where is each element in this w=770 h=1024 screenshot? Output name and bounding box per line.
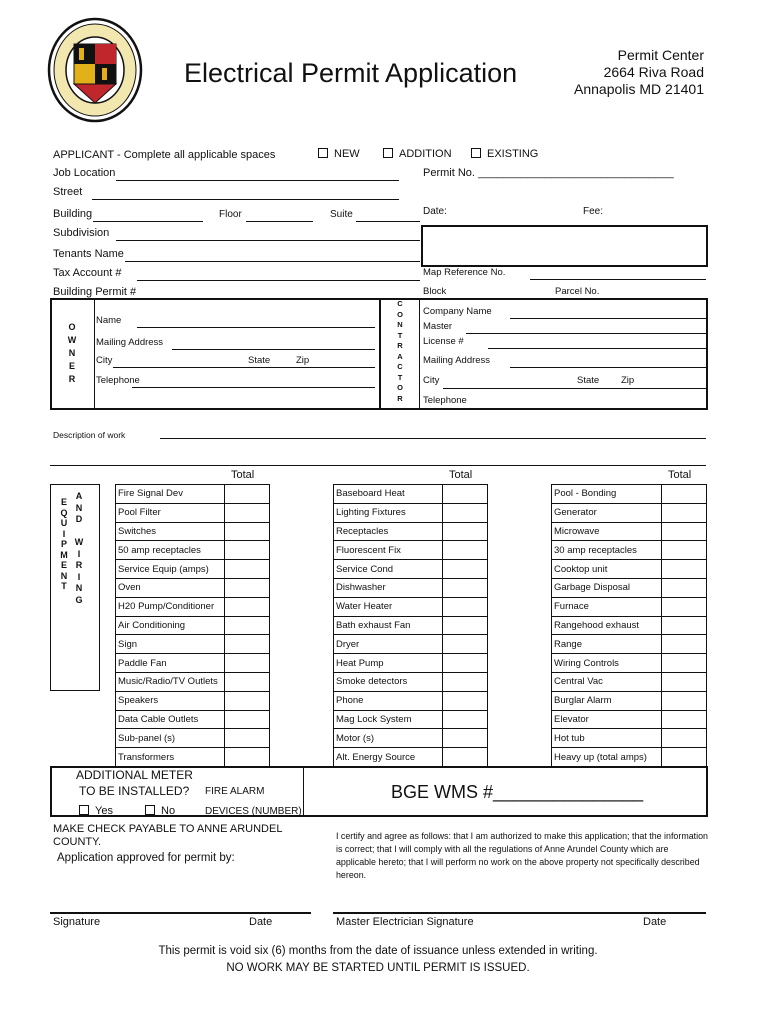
equipment-total-cell[interactable] <box>225 485 270 504</box>
contractor-vertical-label: C O N T R A C T O R <box>397 299 403 403</box>
equipment-total-cell[interactable] <box>443 541 488 560</box>
equipment-item-label: Service Cond <box>334 560 443 579</box>
subdivision-field[interactable] <box>116 240 420 241</box>
equipment-total-cell[interactable] <box>662 616 707 635</box>
equipment-row <box>552 522 707 541</box>
equipment-total-cell[interactable] <box>225 729 270 748</box>
equipment-row <box>334 748 488 767</box>
equipment-row <box>334 522 488 541</box>
equipment-row <box>552 578 707 597</box>
contractor-master-label: Master <box>423 321 453 332</box>
equipment-row <box>552 485 707 504</box>
equipment-total-cell[interactable] <box>443 485 488 504</box>
equipment-row <box>116 691 270 710</box>
type-new-checkbox[interactable]: NEW <box>318 148 360 160</box>
total-header-3: Total <box>668 469 692 481</box>
equipment-row <box>116 522 270 541</box>
applicant-instructions: APPLICANT - Complete all applicable spaces <box>53 149 276 161</box>
equipment-row <box>334 635 488 654</box>
equipment-row <box>116 503 270 522</box>
equipment-total-cell[interactable] <box>662 503 707 522</box>
equipment-item-label: Air Conditioning <box>116 616 225 635</box>
equipment-total-cell[interactable] <box>225 710 270 729</box>
application-approved-label: Application approved for permit by: <box>57 852 235 864</box>
equipment-item-label: Microwave <box>552 522 662 541</box>
equipment-item-label: Sign <box>116 635 225 654</box>
type-addition-checkbox[interactable]: ADDITION <box>383 148 452 160</box>
equipment-item-label: Service Equip (amps) <box>116 560 225 579</box>
equipment-item-label: Oven <box>116 578 225 597</box>
owner-vertical-label: O W N E R <box>67 322 77 384</box>
equipment-total-cell[interactable] <box>662 691 707 710</box>
equipment-total-cell[interactable] <box>225 503 270 522</box>
equipment-row <box>116 560 270 579</box>
bge-wms-field[interactable]: BGE WMS #_______________ <box>391 782 644 802</box>
equipment-total-cell[interactable] <box>225 541 270 560</box>
tax-account-field[interactable] <box>137 280 420 281</box>
equipment-row <box>116 616 270 635</box>
equipment-total-cell[interactable] <box>443 597 488 616</box>
equipment-column-3 <box>551 484 707 767</box>
master-signature-line[interactable] <box>333 912 706 914</box>
equipment-row <box>334 691 488 710</box>
date-label: Date: <box>423 206 447 217</box>
approval-signature-line[interactable] <box>50 912 311 914</box>
equipment-row <box>334 616 488 635</box>
equipment-item-label: Speakers <box>116 691 225 710</box>
equipment-row <box>116 635 270 654</box>
equipment-total-cell[interactable] <box>662 541 707 560</box>
owner-name-field[interactable] <box>137 327 375 328</box>
signature-date-label: Date <box>249 916 273 928</box>
contractor-license-label: License # <box>423 336 464 347</box>
equipment-row <box>334 710 488 729</box>
equipment-item-label: Rangehood exhaust <box>552 616 662 635</box>
equipment-item-label: H20 Pump/Conditioner <box>116 597 225 616</box>
equipment-row <box>552 616 707 635</box>
equipment-item-label: Fluorescent Fix <box>334 541 443 560</box>
equipment-row <box>116 485 270 504</box>
contractor-mailing-field[interactable] <box>510 367 706 368</box>
equipment-total-cell[interactable] <box>225 522 270 541</box>
to-be-installed-label: TO BE INSTALLED? <box>79 784 190 798</box>
contractor-telephone-label: Telephone <box>423 395 467 406</box>
equipment-row <box>334 578 488 597</box>
equipment-item-label: Smoke detectors <box>334 672 443 691</box>
equipment-total-cell[interactable] <box>443 672 488 691</box>
equipment-item-label: Phone <box>334 691 443 710</box>
fire-alarm-label: FIRE ALARM <box>205 786 265 797</box>
equipment-item-label: Cooktop unit <box>552 560 662 579</box>
equipment-item-label: Receptacles <box>334 522 443 541</box>
street-field[interactable] <box>92 199 399 200</box>
equipment-total-cell[interactable] <box>225 691 270 710</box>
equipment-row <box>334 560 488 579</box>
equipment-total-cell[interactable] <box>662 729 707 748</box>
equipment-total-cell[interactable] <box>662 485 707 504</box>
equipment-row <box>334 541 488 560</box>
equipment-item-label: Pool - Bonding <box>552 485 662 504</box>
building-field[interactable] <box>93 221 203 222</box>
equipment-item-label: Water Heater <box>334 597 443 616</box>
equipment-total-cell[interactable] <box>443 748 488 767</box>
equipment-row <box>334 729 488 748</box>
equipment-item-label: Dishwasher <box>334 578 443 597</box>
owner-telephone-field[interactable] <box>132 387 375 388</box>
county-seal <box>47 17 143 123</box>
equipment-item-label: Mag Lock System <box>334 710 443 729</box>
description-field-2[interactable] <box>50 465 706 466</box>
equipment-item-label: Central Vac <box>552 672 662 691</box>
equipment-total-cell[interactable] <box>443 560 488 579</box>
equipment-total-cell[interactable] <box>225 672 270 691</box>
owner-state-label: State <box>248 355 271 366</box>
tenants-label: Tenants Name <box>53 248 124 260</box>
equipment-row <box>116 748 270 767</box>
equipment-item-label: Motor (s) <box>334 729 443 748</box>
equipment-item-label: Baseboard Heat <box>334 485 443 504</box>
equipment-item-label: Paddle Fan <box>116 654 225 673</box>
equipment-total-cell[interactable] <box>662 672 707 691</box>
equipment-item-label: Furnace <box>552 597 662 616</box>
equipment-item-label: Elevator <box>552 710 662 729</box>
equipment-total-cell[interactable] <box>225 748 270 767</box>
parcel-label: Parcel No. <box>555 286 600 297</box>
certification-text: I certify and agree as follows: that I am authorized to make this application; that the information is correct; that I will comply with all the regulations of Anne Arundel County which are applicable hereto; that I will perform no work on the above property not specifically described hereon. <box>336 831 708 880</box>
equipment-total-cell[interactable] <box>225 654 270 673</box>
master-date-label: Date <box>643 916 667 928</box>
contractor-city-field[interactable] <box>443 388 706 389</box>
map-reference-field[interactable] <box>530 279 706 280</box>
equipment-total-cell[interactable] <box>225 616 270 635</box>
description-field[interactable] <box>160 438 706 439</box>
map-reference-label: Map Reference No. <box>423 267 506 278</box>
equipment-row <box>552 597 707 616</box>
equipment-item-label: 30 amp receptacles <box>552 541 662 560</box>
equipment-row <box>334 672 488 691</box>
equipment-row <box>552 710 707 729</box>
void-notice: This permit is void six (6) months from the date of issuance unless extended in writing. <box>158 945 598 957</box>
office-address: Permit Center 2664 Riva Road Annapolis MD 21401 <box>574 47 704 97</box>
equipment-total-cell[interactable] <box>443 616 488 635</box>
equipment-total-cell[interactable] <box>662 522 707 541</box>
equipment-item-label: Music/Radio/TV Outlets <box>116 672 225 691</box>
equipment-total-cell[interactable] <box>662 597 707 616</box>
contractor-mailing-label: Mailing Address <box>423 355 491 366</box>
additional-meter-label: ADDITIONAL METER <box>76 768 193 782</box>
no-work-notice: NO WORK MAY BE STARTED UNTIL PERMIT IS ISSUED. <box>226 962 530 974</box>
description-label: Description of work <box>53 430 126 440</box>
tenants-field[interactable] <box>125 261 420 262</box>
equipment-total-cell[interactable] <box>443 522 488 541</box>
equipment-row <box>552 541 707 560</box>
equipment-item-label: Dryer <box>334 635 443 654</box>
equipment-row <box>334 503 488 522</box>
document-title: Electrical Permit Application <box>184 58 518 88</box>
contractor-company-label: Company Name <box>423 306 492 317</box>
equipment-total-cell[interactable] <box>443 691 488 710</box>
equipment-row <box>116 541 270 560</box>
equipment-item-label: Pool Filter <box>116 503 225 522</box>
meter-yes-checkbox[interactable]: Yes <box>79 805 113 817</box>
owner-city-field[interactable] <box>113 367 375 368</box>
equipment-total-cell[interactable] <box>662 635 707 654</box>
equipment-vertical-label: E Q U I P M E N T <box>60 497 68 591</box>
street-label: Street <box>53 186 83 198</box>
equipment-row <box>334 654 488 673</box>
floor-label: Floor <box>219 209 242 220</box>
signature-label: Signature <box>53 916 101 928</box>
owner-name-label: Name <box>96 315 122 326</box>
equipment-total-cell[interactable] <box>225 560 270 579</box>
equipment-row <box>552 654 707 673</box>
equipment-item-label: Garbage Disposal <box>552 578 662 597</box>
owner-city-label: City <box>96 355 113 366</box>
suite-field[interactable] <box>356 221 420 222</box>
equipment-item-label: Burglar Alarm <box>552 691 662 710</box>
equipment-row <box>116 654 270 673</box>
owner-mailing-field[interactable] <box>172 349 375 350</box>
owner-mailing-label: Mailing Address <box>96 337 164 348</box>
equipment-item-label: 50 amp receptacles <box>116 541 225 560</box>
equipment-total-cell[interactable] <box>443 710 488 729</box>
equipment-row <box>334 597 488 616</box>
block-label: Block <box>423 286 447 297</box>
equipment-row <box>116 597 270 616</box>
equipment-total-cell[interactable] <box>662 748 707 767</box>
equipment-row <box>116 578 270 597</box>
equipment-item-label: Heavy up (total amps) <box>552 748 662 767</box>
equipment-item-label: Data Cable Outlets <box>116 710 225 729</box>
equipment-total-cell[interactable] <box>443 578 488 597</box>
equipment-total-cell[interactable] <box>662 654 707 673</box>
equipment-item-label: Heat Pump <box>334 654 443 673</box>
equipment-item-label: Sub-panel (s) <box>116 729 225 748</box>
contractor-company-field[interactable] <box>510 318 706 319</box>
job-location-field[interactable] <box>116 180 399 181</box>
permit-no-label: Permit No. ________________________________ <box>423 167 674 179</box>
contractor-state-label: State <box>577 375 600 386</box>
equipment-row <box>552 691 707 710</box>
equipment-item-label: Range <box>552 635 662 654</box>
equipment-row <box>334 485 488 504</box>
equipment-item-label: Switches <box>116 522 225 541</box>
floor-field[interactable] <box>246 221 313 222</box>
suite-label: Suite <box>330 209 353 220</box>
contractor-master-field[interactable] <box>466 333 706 334</box>
total-header-2: Total <box>449 469 473 481</box>
equipment-total-cell[interactable] <box>443 503 488 522</box>
equipment-item-label: Generator <box>552 503 662 522</box>
wiring-vertical-label: A N D W I R I N G <box>74 491 84 605</box>
equipment-row <box>552 503 707 522</box>
devices-number-label: DEVICES (NUMBER) <box>205 806 302 817</box>
equipment-item-label: Wiring Controls <box>552 654 662 673</box>
equipment-item-label: Bath exhaust Fan <box>334 616 443 635</box>
equipment-item-label: Hot tub <box>552 729 662 748</box>
total-header-1: Total <box>231 469 255 481</box>
fee-label: Fee: <box>583 206 604 217</box>
owner-zip-label: Zip <box>296 355 310 366</box>
equipment-column-2 <box>333 484 488 767</box>
equipment-total-cell[interactable] <box>443 635 488 654</box>
type-existing-checkbox[interactable]: EXISTING <box>471 148 538 160</box>
equipment-row <box>552 672 707 691</box>
equipment-total-cell[interactable] <box>225 635 270 654</box>
equipment-row <box>116 672 270 691</box>
equipment-total-cell[interactable] <box>662 710 707 729</box>
equipment-item-label: Lighting Fixtures <box>334 503 443 522</box>
building-permit-label: Building Permit # <box>53 286 137 298</box>
subdivision-label: Subdivision <box>53 227 110 239</box>
equipment-item-label: Fire Signal Dev <box>116 485 225 504</box>
equipment-total-cell[interactable] <box>443 654 488 673</box>
equipment-column-1 <box>115 484 270 767</box>
equipment-total-cell[interactable] <box>662 578 707 597</box>
equipment-total-cell[interactable] <box>662 560 707 579</box>
equipment-item-label: Transformers <box>116 748 225 767</box>
tax-account-label: Tax Account # <box>53 267 122 279</box>
make-check-payable: MAKE CHECK PAYABLE TO ANNE ARUNDEL COUNTY. <box>53 823 283 848</box>
equipment-row <box>552 635 707 654</box>
office-use-box[interactable] <box>421 225 708 267</box>
equipment-item-label: Alt. Energy Source <box>334 748 443 767</box>
contractor-city-label: City <box>423 375 440 386</box>
meter-no-checkbox[interactable]: No <box>145 805 175 817</box>
equipment-row <box>116 729 270 748</box>
equipment-total-cell[interactable] <box>443 729 488 748</box>
master-electrician-signature-label: Master Electrician Signature <box>336 916 474 928</box>
building-label: Building <box>53 208 93 220</box>
equipment-total-cell[interactable] <box>225 597 270 616</box>
equipment-row <box>116 710 270 729</box>
equipment-row <box>552 748 707 767</box>
job-location-label: Job Location <box>53 167 116 179</box>
equipment-row <box>552 560 707 579</box>
contractor-zip-label: Zip <box>621 375 635 386</box>
equipment-row <box>552 729 707 748</box>
equipment-total-cell[interactable] <box>225 578 270 597</box>
owner-telephone-label: Telephone <box>96 375 140 386</box>
contractor-license-field[interactable] <box>488 348 706 349</box>
